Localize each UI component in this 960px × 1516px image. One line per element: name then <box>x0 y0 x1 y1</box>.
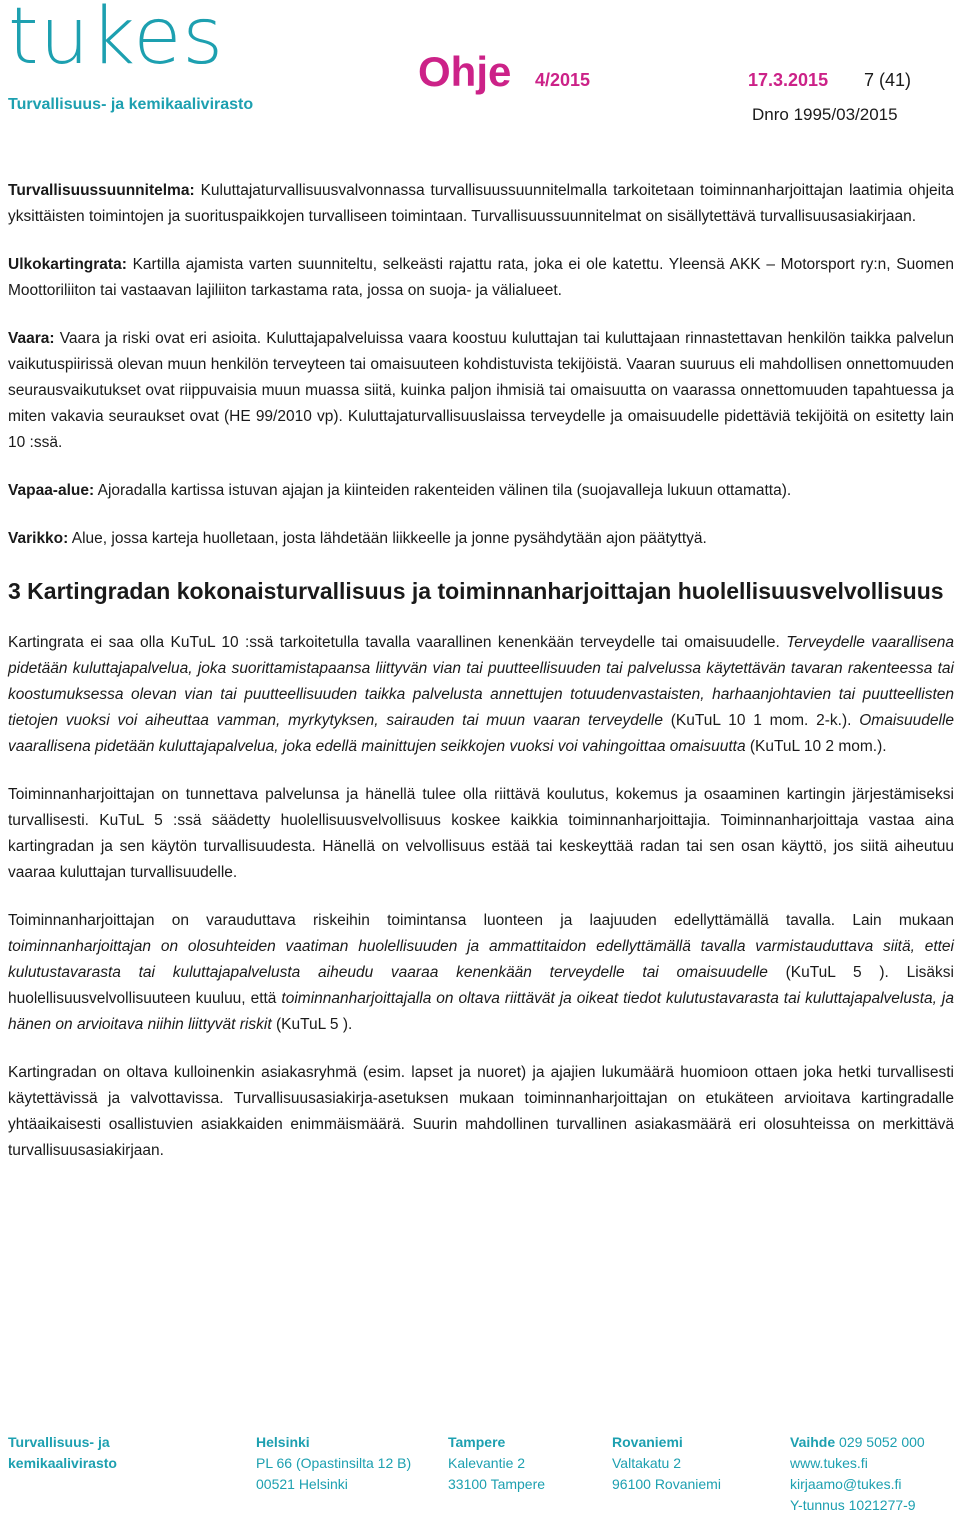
logo-subtitle: Turvallisuus- ja kemikaalivirasto <box>8 96 254 113</box>
definition <box>8 526 954 552</box>
page-number: 7 (41) <box>864 70 912 90</box>
footer-ytunnus: Y-tunnus 1021277-9 <box>790 1497 916 1513</box>
document-date: 17.3.2015 <box>748 70 829 90</box>
text-run: Kartingrata ei saa olla KuTuL 10 :ssä tarkoitetulla tavalla vaarallinen kenenkään terveydelle tai omaisuudelle. <box>8 634 787 651</box>
section-heading: 3 Kartingradan kokonaisturvallisuus ja toiminnanharjoittajan huolellisuusvelvollisuus <box>8 578 944 604</box>
footer-city: Rovaniemi <box>612 1434 683 1450</box>
text-run: (KuTuL 10 1 mom. 2-k.). <box>662 712 860 729</box>
definition-term: Vaara: <box>8 330 55 347</box>
text-run-italic: Terveydelle vaarallisena pidetään kuluttajapalvelua, joka suorittamistapaansa liittyvän vian tai puutteellisuuden tai palvelussa käytettävän tavaran rakenteessa tai koostumuksessa olevan vian tai puutteellisuuden taikka palvelusta annettujen totuudenvastaisten, harhaanjohtavien tai puutteellisten tietojen vuoksi voi aiheuttaa vamman, myrkytyksen, sairauden tai muun vaaran terveydelle <box>8 634 954 729</box>
text-run: Toiminnanharjoittajan on varauduttava riskeihin toimintansa luonteen ja laajuuden edellyttämällä tavalla. Lain mukaan <box>8 912 954 929</box>
footer-web-link[interactable]: www.tukes.fi <box>790 1455 868 1471</box>
footer-org-line: Turvallisuus- ja <box>8 1434 110 1450</box>
footer-zip: 33100 Tampere <box>448 1476 546 1492</box>
logo-word: tukes <box>8 0 225 82</box>
text-run: (KuTuL 10 2 mom.). <box>745 738 887 755</box>
footer-vaihde-label: Vaihde <box>790 1434 836 1450</box>
footer-org <box>8 1432 117 1474</box>
footer-address: Kalevantie 2 <box>448 1455 526 1471</box>
definition-text: Kartilla ajamista varten suunniteltu, selkeästi rajattu rata, joka ei ole katettu. Yleensä AKK – Motorsport ry:n, Suomen Moottoriliiton tai vastaavan lajiliiton tarkastama rata, jossa on suoja- ja välialueet. <box>8 256 954 299</box>
document-dnro: Dnro 1995/03/2015 <box>752 105 898 124</box>
document-number: 4/2015 <box>535 70 591 90</box>
footer-address: Valtakatu 2 <box>612 1455 682 1471</box>
definition <box>8 478 954 504</box>
footer-tampere <box>448 1432 545 1495</box>
definition-text: Kuluttajaturvallisuusvalvonnassa turvallisuussuunnitelmalla tarkoitetaan toiminnanharjoittajan laatimia ohjeita yksittäisten toimintojen ja suorituspaikkojen turvalliseen toimintaan. Turvallisuussuunnitelmat on sisällytettävä turvallisuusasiakirjaan. <box>8 182 955 225</box>
footer-address: PL 66 (Opastinsilta 12 B) <box>256 1455 412 1471</box>
section-paragraph-1 <box>8 630 954 760</box>
footer-zip: 96100 Rovaniemi <box>612 1476 721 1492</box>
footer <box>8 1432 958 1512</box>
footer-city: Helsinki <box>256 1434 310 1450</box>
footer-city: Tampere <box>448 1434 506 1450</box>
section-paragraph-4: Kartingradan on oltava kulloinenkin asiakasryhmä (esim. lapset ja nuoret) ja ajajien lukumäärä huomioon ottaen joka hetki turvallisesti käytettävissä ja valvottavissa. Turvallisuusasiakirja-asetuksen mukaan toiminnanharjoittajan on etukäteen arvioitava kartingradalle yhtäaikaisesti osallistuvien asiakkaiden enimmäismäärä. Suurin mahdollinen turvallinen asiakasmäärä eri olosuhteissa on merkittävä turvallisuusasiakirjaan. <box>8 1064 954 1159</box>
text-run-italic: Omaisuudelle vaarallisena pidetään kuluttajapalvelua, joka edellä mainittujen seikkojen vuoksi voi vahingoittaa omaisuutta <box>8 712 955 755</box>
definition-text: Vaara ja riski ovat eri asioita. Kuluttajapalveluissa vaara koostuu kuluttajan tai kuluttajaan rinnastettavan henkilön taikka palvelun vaikutuspiirissä olevan muun henkilön terveyteen tai omaisuuteen kohdistuvista tekijöistä. Vaaran suuruus eli mahdollisen onnettomuuden seurausvaikutukset ovat riippuvaisia muun muassa siitä, kuinka paljon ihmisiä tai omaisuutta on vaarassa onnettomuuden tapahtuessa ja miten vakavia seuraukset ovat (HE 99/2010 vp). Kuluttajaturvallisuuslaissa terveydelle ja omaisuudelle pidettäviä tekijöitä on esitetty lain 10 :ssä. <box>8 330 954 451</box>
footer-org-line: kemikaalivirasto <box>8 1455 117 1471</box>
text-run-italic: toiminnanharjoittajan on olosuhteiden vaatiman huolellisuuden ja ammattitaidon edellyttämällä tavalla varmistauduttava siitä, ettei kulutustavarasta tai kuluttajapalvelusta aiheudu vaaraa kenenkään terveydelle tai omaisuudelle <box>8 938 954 981</box>
footer-zip: 00521 Helsinki <box>256 1476 348 1492</box>
definition <box>8 326 954 456</box>
footer-helsinki <box>256 1432 411 1495</box>
definition <box>8 252 954 304</box>
footer-rovaniemi <box>612 1432 721 1495</box>
definition-text: Alue, jossa karteja huolletaan, josta lähdetään liikkeelle ja jonne pysähdytään ajon päätyttyä. <box>71 530 707 547</box>
text-run: (KuTuL 5 ). Lisäksi huolellisuusvelvollisuuteen kuuluu, että <box>8 964 954 1007</box>
footer-phone: 029 5052 000 <box>839 1434 925 1450</box>
definition-term: Turvallisuussuunnitelma: <box>8 182 195 199</box>
definition-text: Ajoradalla kartissa istuvan ajajan ja kiinteiden rakenteiden välinen tila (suojavalleja lukuun ottamatta). <box>97 482 792 499</box>
document-type: Ohje <box>418 48 512 95</box>
footer-vaihde <box>790 1432 925 1453</box>
section-paragraph-2: Toiminnanharjoittajan on tunnettava palvelunsa ja hänellä tulee olla riittävä koulutus, kokemus ja osaaminen kartingin järjestämiseksi turvallisesti. KuTuL 5 :ssä säädetty huolellisuusvelvollisuus koskee kaikkia toiminnanharjoittajia. Toiminnanharjoittaja vastaa aina kartingradan ja sen käytön turvallisuudesta. Hänellä on velvollisuus estää tai keskeyttää radan tai sen osan käyttö, jos siitä aiheutuu vaaraa kuluttajan turvallisuudelle. <box>8 786 954 881</box>
definition <box>8 178 954 230</box>
footer-email-link[interactable]: kirjaamo@tukes.fi <box>790 1476 902 1492</box>
text-run: (KuTuL 5 ). <box>271 1016 353 1033</box>
definition-term: Vapaa-alue: <box>8 482 95 499</box>
definition-term: Ulkokartingrata: <box>8 256 127 273</box>
definition-term: Varikko: <box>8 530 69 547</box>
text-run-italic: toiminnanharjoittajalla on oltava riittävät ja oikeat tiedot kulutustavarasta tai kuluttajapalvelusta, ja hänen on arvioitava niihin liittyvät riskit <box>8 990 954 1033</box>
document-body <box>8 178 954 1186</box>
section-paragraph-3 <box>8 908 954 1038</box>
tukes-logo <box>8 0 258 124</box>
footer-contact <box>790 1432 925 1516</box>
